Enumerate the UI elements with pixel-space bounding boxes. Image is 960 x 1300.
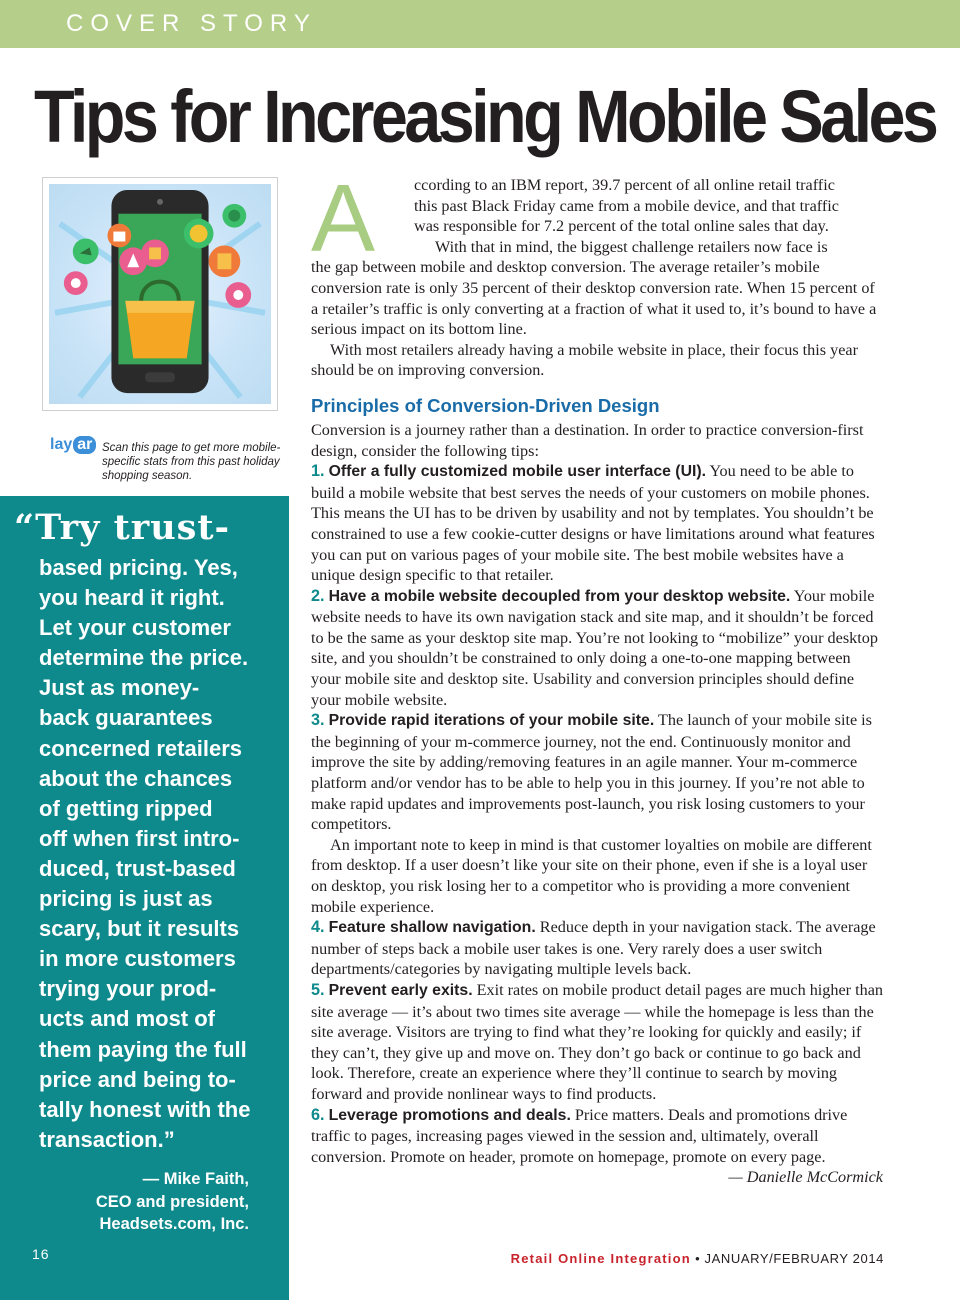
quote-line: pricing is just as [39, 886, 213, 912]
quote-line: price and being to- [39, 1066, 236, 1092]
tip-item [311, 710, 883, 835]
page-number: 16 [32, 1246, 50, 1262]
paragraph: Conversion is a journey rather than a destination. In order to practice conversion-first design, consider the following tips: [311, 420, 864, 460]
quote-line: Let your customer [39, 615, 231, 641]
tip-number: 4. [311, 918, 325, 937]
intro-line: this past Black Friday came from a mobile device, and that traffic [414, 196, 839, 215]
section-label: COVER STORY [66, 10, 317, 37]
pull-quote-attribution [0, 1168, 249, 1236]
tip-item [311, 1105, 883, 1168]
quote-line: scary, but it results [39, 916, 240, 942]
tip-item [311, 586, 883, 711]
drop-cap: A [311, 165, 376, 272]
attribution-name: — Mike Faith, [142, 1170, 249, 1188]
intro-line: With that in mind, the biggest challenge retailers now face is [435, 237, 828, 256]
tip-number: 2. [311, 586, 325, 605]
paragraph: With most retailers already having a mobile website in place, their focus this year should be on improving conversion. [311, 340, 858, 380]
tip-body: Your mobile website needs to have its own navigation stack and site map, and it shouldn’t be forced to be the same as your desktop site map. You’re not looking to “mobilize” your desktop site, and you shouldn’t be constrained to only doing a one-to-one mapping between your mobile site and desktop site. Usability and conversion principles should define your mobile website. [311, 586, 878, 709]
article-body [311, 165, 883, 1188]
tip-body: Reduce depth in your navigation stack. The average number of steps back a mobile user takes is one. Very rarely does a user switch departments/categories by navigating multiple levels back. [311, 918, 876, 979]
tip-body: Price matters. Deals and promotions drive traffic to pages, increasing pages viewed in the session and, ultimately, overall conversion. Promote on header, promote on homepage, promote on every page. [311, 1105, 848, 1166]
layar-scan-note [50, 436, 280, 486]
quote-line: in more customers [39, 946, 236, 972]
author-byline: — Danielle McCormick [728, 1168, 883, 1187]
pull-quote-opening: “Try trust- [14, 507, 231, 548]
tip-body: Exit rates on mobile product detail pages are much higher than site average — it’s about two times site average — while the homepage is less than the site average. Visitors are trying to find what they’re looking for quickly and easily; if they can’t, they give up and move on. They don’t go back or continue to go back and look. Therefore, create an experience where they’ll continue to search by moving forward and provide nonlinear ways to find products. [311, 980, 883, 1103]
quote-line: tally honest with the [39, 1096, 251, 1122]
tip-title: Offer a fully customized mobile user interface (UI). [328, 463, 707, 481]
issue-date: JANUARY/FEBRUARY 2014 [704, 1251, 884, 1266]
quote-line: about the chances [39, 765, 233, 791]
quote-line: duced, trust-based [39, 855, 236, 881]
quote-line: of getting ripped [39, 795, 213, 821]
tip-number: 5. [311, 980, 325, 999]
quote-line: Just as money- [39, 675, 200, 701]
tip-number: 1. [311, 462, 325, 481]
tip-number: 6. [311, 1105, 325, 1124]
quote-line: determine the price. [39, 645, 249, 671]
page-footer [511, 1251, 884, 1266]
tip-title: Prevent early exits. [328, 981, 473, 999]
intro-continuation: the gap between mobile and desktop conversion. The average retailer’s mobile conversion rate is only 35 percent of their desktop conversion rate. When 15 percent of a retailer’s traffic is only converting at a fraction of what it used to, it’s bound to have a serious impact on its bottom line. [311, 258, 877, 339]
quote-line: you heard it right. [39, 585, 225, 611]
layar-caption: Scan this page to get more mobile-specific stats from this past holiday shopping season. [102, 442, 281, 482]
smartphone-shopping-illustration [49, 184, 271, 404]
tip-item [311, 461, 883, 586]
attribution-company: Headsets.com, Inc. [99, 1215, 249, 1233]
article-illustration [42, 177, 278, 411]
tip-body: The launch of your mobile site is the beginning of your m-commerce journey, not the end. Continuously monitor and improve the site by adding/removing features in an agile manner. Your m-commerce platform and/or vendor has to be able to help you in this journey. If you’re not able to make rapid updates and improvements post-launch, you risk losing customers to your competitors. [311, 711, 872, 834]
quote-line: off when first intro- [39, 825, 240, 851]
quote-line: ucts and most of [39, 1006, 216, 1032]
section-subhead: Principles of Conversion-Driven Design [311, 394, 660, 416]
publication-name: Retail Online Integration [510, 1251, 691, 1266]
quote-line: them paying the full [39, 1036, 247, 1062]
intro-paragraph [311, 165, 883, 340]
paragraph: An important note to keep in mind is that customer loyalties on mobile are different from desktop. If a user doesn’t like your site on their phone, even if she is a loyal user on desktop, you risk losing her to a competitor who is providing a more convenient mobile experience. [311, 835, 872, 916]
tip-title: Feature shallow navigation. [328, 919, 536, 937]
intro-line: ccording to an IBM report, 39.7 percent of all online retail traffic [414, 176, 835, 194]
section-band [0, 0, 960, 48]
footer-separator: • [690, 1251, 705, 1266]
attribution-title: CEO and president, [95, 1192, 249, 1211]
pull-quote-body [39, 553, 283, 1155]
tip-title: Leverage promotions and deals. [328, 1106, 571, 1124]
tip-item [311, 917, 883, 980]
quote-line: transaction.” [39, 1126, 175, 1152]
intro-line: was responsible for 7.2 percent of the total online sales that day. [414, 217, 829, 236]
tip-title: Provide rapid iterations of your mobile site. [328, 712, 655, 730]
layar-logo: lay ar [50, 436, 96, 454]
tip-body: You need to be able to build a mobile website that best serves the needs of your customers on mobile phones. This means the UI has to be driven by usability and not by templates. You shouldn’t be constrained to use a few cookie-cutter designs or have limitations around what features you can put on various pages of your mobile site. The best mobile websites have a unique design specific to that retailer. [311, 462, 875, 585]
quote-line: trying your prod- [39, 976, 217, 1002]
tip-number: 3. [311, 711, 325, 730]
quote-line: concerned retailers [39, 735, 242, 761]
pull-quote-panel [0, 496, 289, 1300]
page-title: Tips for Increasing Mobile Sales [34, 75, 936, 158]
tip-title: Have a mobile website decoupled from your desktop website. [328, 587, 791, 605]
tip-item [311, 980, 883, 1105]
quote-line: based pricing. Yes, [39, 555, 238, 580]
quote-line: back guarantees [39, 705, 213, 731]
